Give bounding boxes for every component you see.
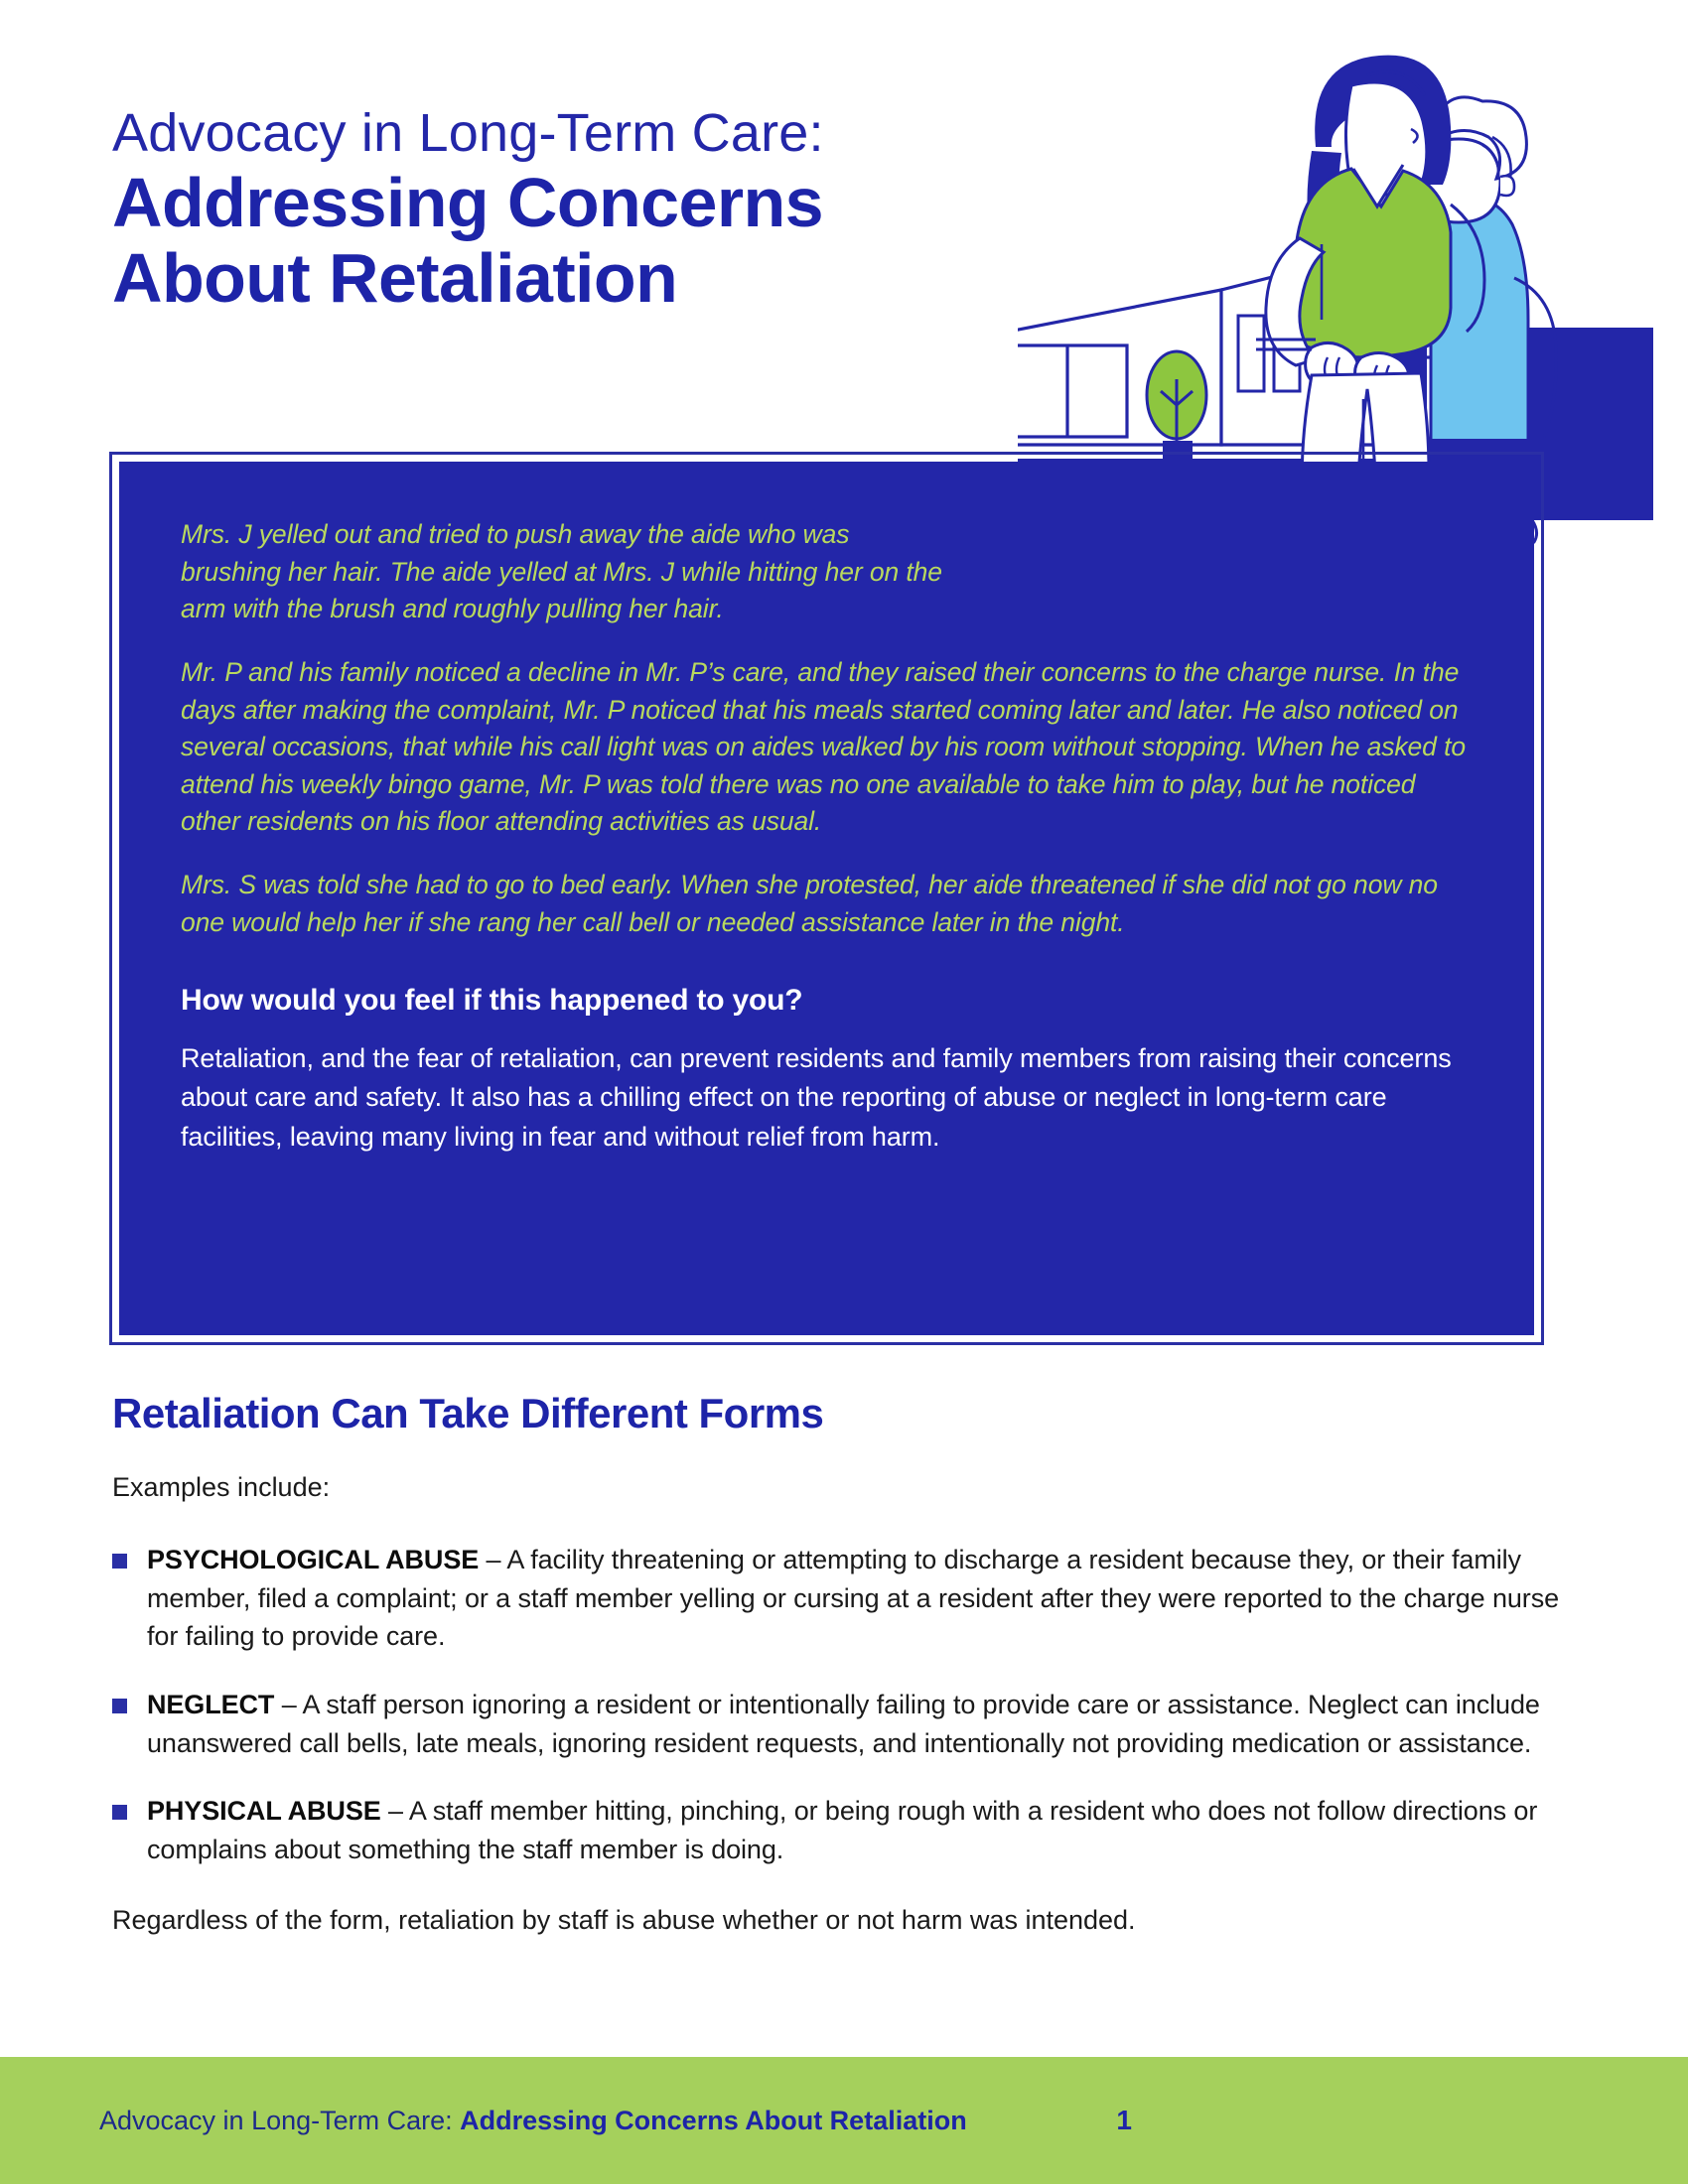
retaliation-forms-section <box>112 1390 1562 1940</box>
story-item-3: Mrs. S was told she had to go to bed early. When she protested, her aide threatened if she did not go now no one would help her if she rang her call bell or needed assistance later in the night. <box>181 870 1438 937</box>
page-footer <box>0 2057 1688 2184</box>
title-kicker: Advocacy in Long-Term Care: <box>112 103 824 163</box>
footer-title-bold: Addressing Concerns About Retaliation <box>460 2105 967 2135</box>
section-lead: Examples include: <box>112 1472 331 1503</box>
title-main <box>112 166 1304 316</box>
square-bullet-icon <box>112 1554 127 1569</box>
bullet-text: – A staff member hitting, pinching, or being rough with a resident who does not follow directions or complains about something the staff member is doing. <box>147 1796 1538 1864</box>
title-line-1: Addressing Concerns <box>112 164 823 242</box>
bullet-term: PSYCHOLOGICAL ABUSE <box>147 1545 480 1575</box>
square-bullet-icon <box>112 1805 127 1820</box>
story-item-2: Mr. P and his family noticed a decline in Mr. P’s care, and they raised their concerns to the charge nurse. In the days after making the complaint, Mr. P noticed that his meals started coming later and later. He also noticed on several occasions, that while his call light was on aides walked by his room without stopping. When he asked to attend his weekly bingo game, Mr. P was told there was no one available to take him to play, but he noticed other residents on his floor attending activities as usual. <box>181 656 1466 837</box>
page-title <box>112 104 1304 317</box>
square-bullet-icon <box>112 1699 127 1713</box>
section-closing-note: Regardless of the form, retaliation by staff is abuse whether or not harm was intended. <box>112 1905 1136 1936</box>
footer-title-regular: Advocacy in Long-Term Care: <box>99 2105 461 2135</box>
callout-paragraph: Retaliation, and the fear of retaliation, can prevent residents and family members from raising their concerns about care and safety. It also has a chilling effect on the reporting of abuse or neglect in long-term care facilities, leaving many living in fear and without relief from harm. <box>181 1043 1452 1152</box>
page-number: 1 <box>1116 2105 1132 2135</box>
list-item <box>112 1686 1562 1762</box>
bullet-text: – A staff person ignoring a resident or intentionally failing to provide care or assistance. Neglect can include unanswered call bells, late meals, ignoring resident requests, and intentionally not providing medication or assistance. <box>147 1689 1540 1758</box>
bullet-text: – A facility threatening or attempting to discharge a resident because they, or their family member, filed a complaint; or a staff member yelling or cursing at a resident after they were reported to the charge nurse for failing to provide care. <box>147 1545 1560 1652</box>
bullet-term: PHYSICAL ABUSE <box>147 1796 381 1827</box>
callout-box <box>119 462 1534 1335</box>
bullet-term: NEGLECT <box>147 1689 275 1719</box>
list-item <box>112 1541 1562 1656</box>
story-item-1: Mrs. J yelled out and tried to push away the aide who was brushing her hair. The aide yelled at Mrs. J while hitting her on the arm with the brush and roughly pulling her hair. <box>181 519 942 624</box>
list-item <box>112 1792 1562 1868</box>
footer-title <box>99 2106 967 2136</box>
footer-content <box>99 2105 1589 2136</box>
examples-list <box>112 1541 1562 1868</box>
section-heading: Retaliation Can Take Different Forms <box>112 1390 824 1436</box>
callout-heading: How would you feel if this happened to you? <box>181 984 803 1018</box>
title-line-2: About Retaliation <box>112 238 678 317</box>
